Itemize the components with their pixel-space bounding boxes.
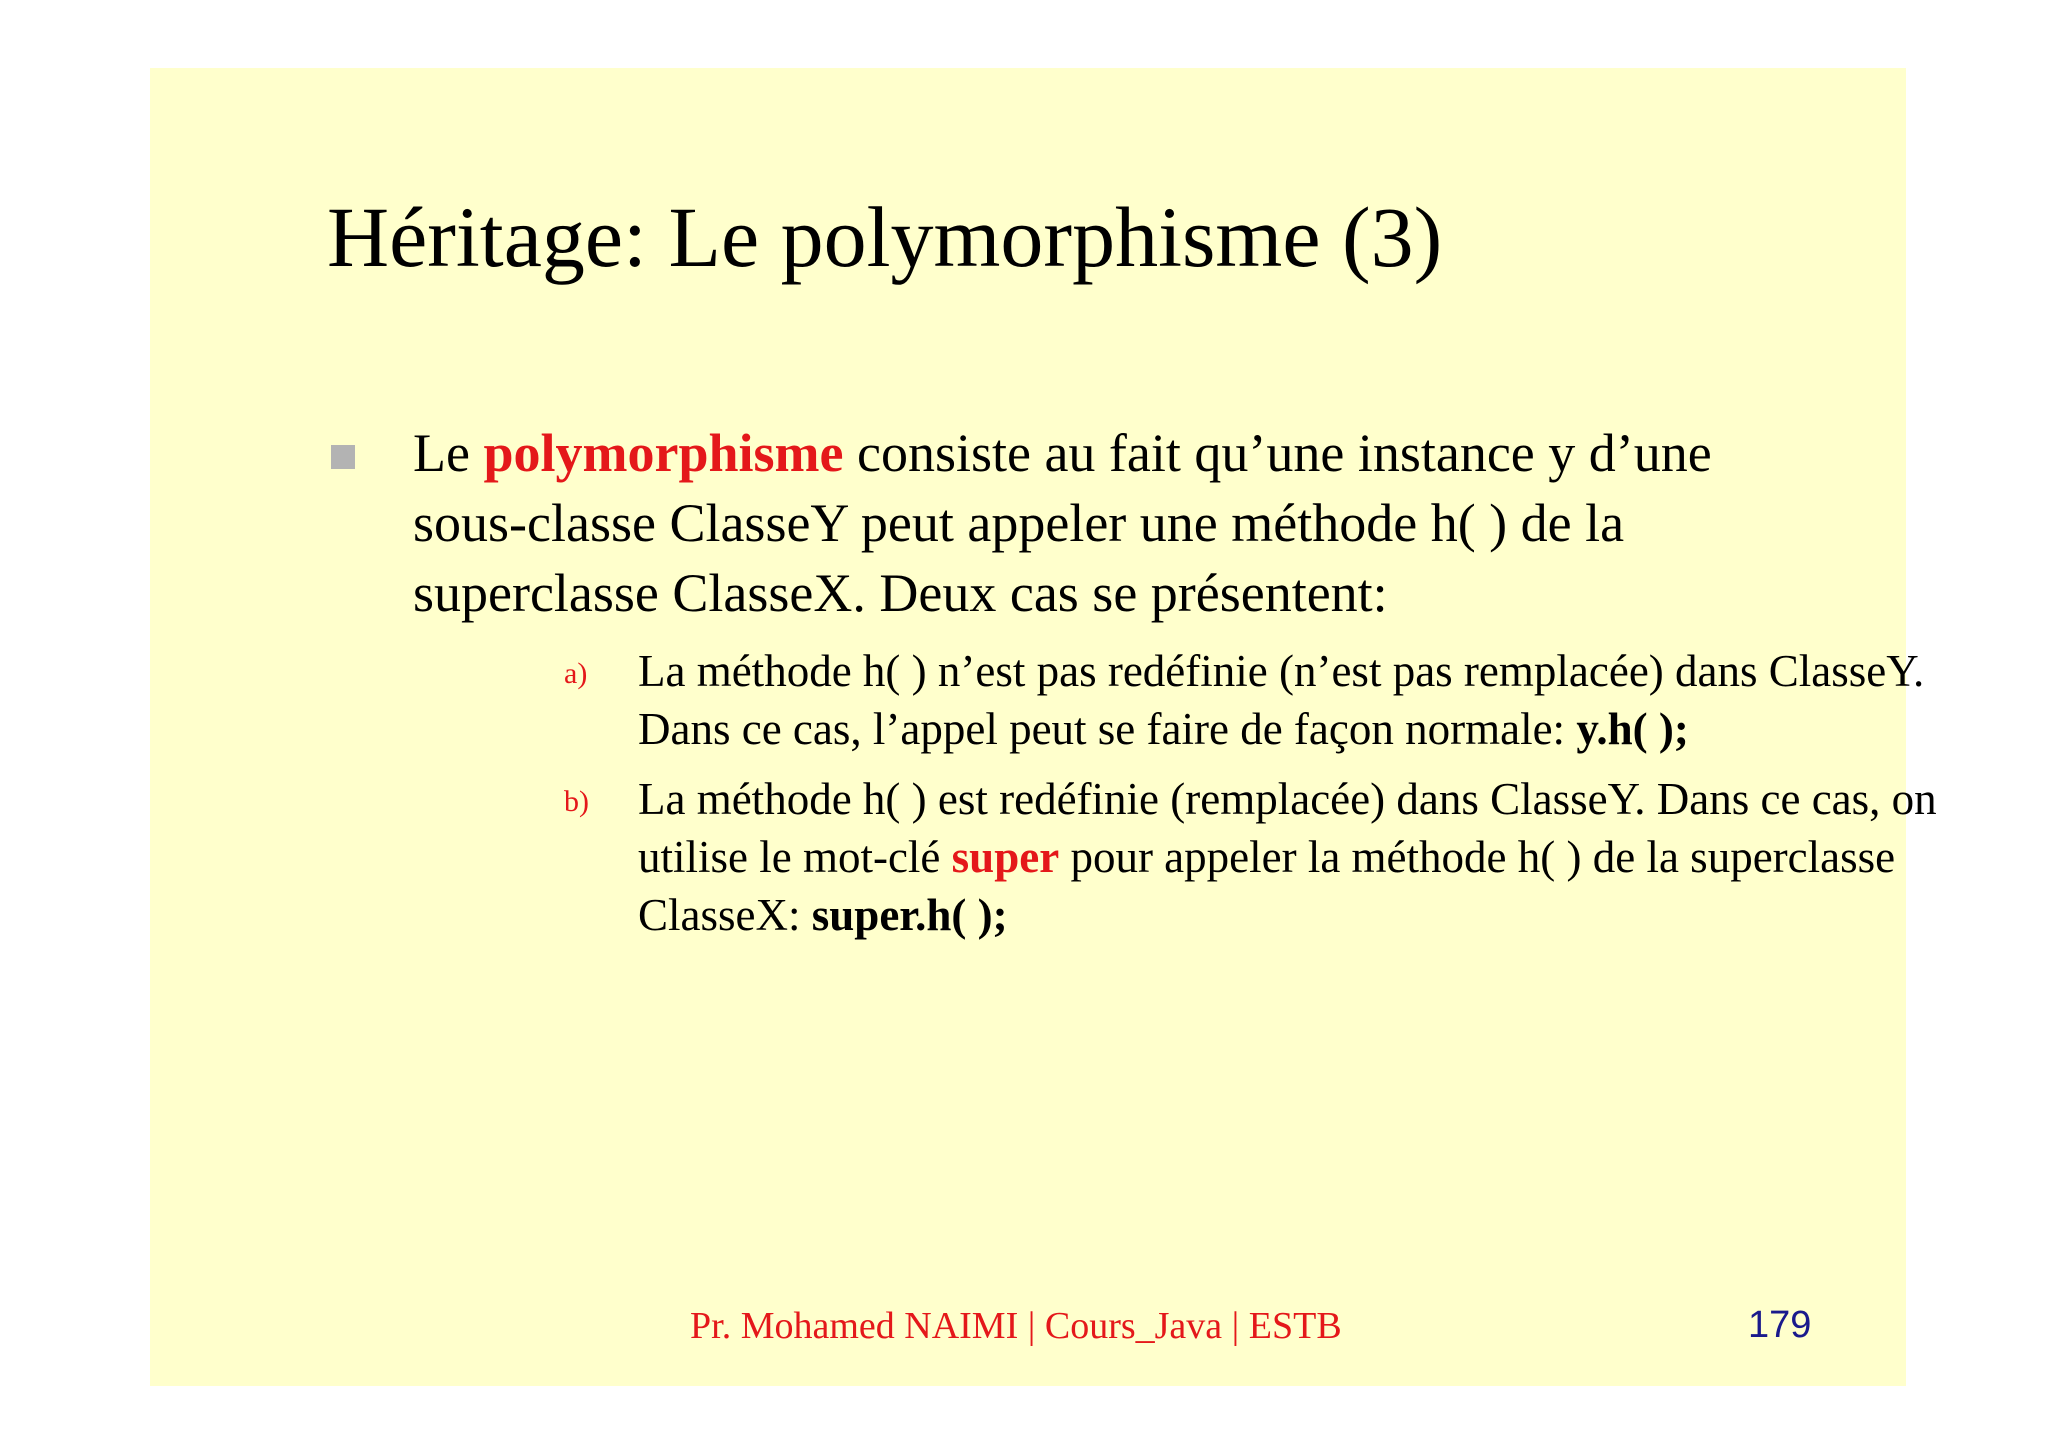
bullet-rest: consiste au fait qu’une instance y d’une sous-classe ClasseY peut appeler une méthode h( ) de la superclasse ClasseX. Deux cas se présentent: (413, 423, 1712, 623)
case-b (564, 770, 1944, 944)
bullet-list (327, 418, 1937, 956)
case-a-marker: a) (564, 657, 588, 690)
slide-title: Héritage: Le polymorphisme (3) (327, 189, 1443, 285)
slide-footer: Pr. Mohamed NAIMI | Cours_Java | ESTB (690, 1305, 1342, 1347)
case-b-text (638, 770, 1944, 944)
super-keyword: super (951, 832, 1060, 882)
case-b-description-end: pour appeler la méthode h( ) de la superclasse ClasseX: (638, 832, 1896, 940)
square-bullet-icon (331, 445, 355, 469)
case-a (564, 642, 1944, 758)
page-number: 179 (1748, 1304, 1812, 1346)
case-a-code: y.h( ); (1576, 704, 1689, 754)
case-a-description: La méthode h( ) n’est pas redéfinie (n’est pas remplacée) dans ClasseY. Dans ce cas, l’appel peut se faire de façon normale: (638, 646, 1925, 754)
polymorphisme-keyword: polymorphisme (483, 423, 844, 483)
case-b-code: super.h( ); (811, 890, 1008, 940)
case-b-description-start: La méthode h( ) est redéfinie (remplacée) dans ClasseY. Dans ce cas, on utilise le mot-clé (638, 774, 1937, 882)
main-bullet-text (413, 418, 1777, 628)
case-b-marker: b) (564, 785, 589, 818)
cases-list (564, 642, 1944, 944)
main-bullet (327, 418, 1777, 628)
slide (150, 68, 1937, 1386)
case-a-text (638, 642, 1944, 758)
bullet-intro: Le (413, 423, 484, 483)
